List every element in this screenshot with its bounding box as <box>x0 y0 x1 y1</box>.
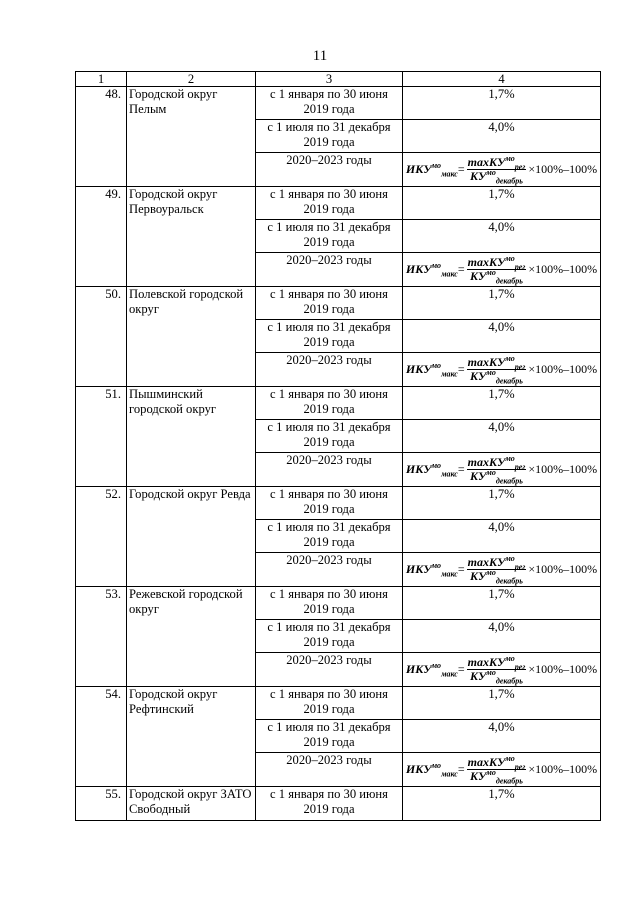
value-2: 4,0% <box>403 220 601 253</box>
period-2: с 1 июля по 31 декабря 2019 года <box>256 620 403 653</box>
page-number: 11 <box>312 48 328 64</box>
row-number: 55. <box>76 787 127 821</box>
period-2: с 1 июля по 31 декабря 2019 года <box>256 420 403 453</box>
table-row <box>76 387 601 420</box>
table-row <box>76 87 601 120</box>
value-2: 4,0% <box>403 720 601 753</box>
formula-cell <box>403 453 601 487</box>
value-2: 4,0% <box>403 620 601 653</box>
value-2: 4,0% <box>403 520 601 553</box>
period-3: 2020–2023 годы <box>256 353 403 387</box>
period-1: с 1 января по 30 июня 2019 года <box>256 487 403 520</box>
value-2: 4,0% <box>403 320 601 353</box>
row-number: 53. <box>76 587 127 687</box>
municipality-name: Полевской городской округ <box>127 287 256 387</box>
period-2: с 1 июля по 31 декабря 2019 года <box>256 120 403 153</box>
table-row <box>76 587 601 620</box>
period-1: с 1 января по 30 июня 2019 года <box>256 387 403 420</box>
municipality-name: Городской округ ЗАТО Свободный <box>127 787 256 821</box>
table-row <box>76 487 601 520</box>
municipality-name: Режевской городской округ <box>127 587 256 687</box>
period-2: с 1 июля по 31 декабря 2019 года <box>256 520 403 553</box>
table-row <box>76 687 601 720</box>
value-1: 1,7% <box>403 487 601 520</box>
header-col-2: 2 <box>127 72 256 87</box>
period-1: с 1 января по 30 июня 2019 года <box>256 687 403 720</box>
period-1: с 1 января по 30 июня 2019 года <box>256 87 403 120</box>
formula: $ИКУ^{мо}_{макс}$ = $\frac{\max KУ^{мо}_{рег}}{KУ^{мо}_{декабрь}}$ ×100%–100% <box>405 654 598 686</box>
period-2: с 1 июля по 31 декабря 2019 года <box>256 720 403 753</box>
period-3: 2020–2023 годы <box>256 653 403 687</box>
period-3: 2020–2023 годы <box>256 153 403 187</box>
row-number: 50. <box>76 287 127 387</box>
value-1: 1,7% <box>403 387 601 420</box>
formula-cell <box>403 353 601 387</box>
row-number: 52. <box>76 487 127 587</box>
municipality-name: Городской округ Пелым <box>127 87 256 187</box>
table-row <box>76 287 601 320</box>
value-1: 1,7% <box>403 287 601 320</box>
row-number: 48. <box>76 87 127 187</box>
formula: $ИКУ^{мо}_{макс}$ = $\frac{\max KУ^{мо}_{рег}}{KУ^{мо}_{декабрь}}$ ×100%–100% <box>405 454 598 486</box>
formula: $ИКУ^{мо}_{макс}$ = $\frac{\max KУ^{мо}_{рег}}{KУ^{мо}_{декабрь}}$ ×100%–100% <box>405 154 598 186</box>
period-3: 2020–2023 годы <box>256 453 403 487</box>
value-1: 1,7% <box>403 687 601 720</box>
period-1: с 1 января по 30 июня 2019 года <box>256 187 403 220</box>
period-2: с 1 июля по 31 декабря 2019 года <box>256 320 403 353</box>
header-col-4: 4 <box>403 72 601 87</box>
formula-cell <box>403 153 601 187</box>
row-number: 49. <box>76 187 127 287</box>
formula-cell <box>403 753 601 787</box>
period-1: с 1 января по 30 июня 2019 года <box>256 787 403 821</box>
table-row <box>76 187 601 220</box>
municipality-name: Городской округ Рефтинский <box>127 687 256 787</box>
value-1: 1,7% <box>403 787 601 821</box>
value-1: 1,7% <box>403 587 601 620</box>
row-number: 54. <box>76 687 127 787</box>
formula: $ИКУ^{мо}_{макс}$ = $\frac{\max KУ^{мо}_{рег}}{KУ^{мо}_{декабрь}}$ ×100%–100% <box>405 254 598 286</box>
row-number: 51. <box>76 387 127 487</box>
period-1: с 1 января по 30 июня 2019 года <box>256 287 403 320</box>
formula-cell <box>403 253 601 287</box>
value-2: 4,0% <box>403 120 601 153</box>
formula: $ИКУ^{мо}_{макс}$ = $\frac{\max KУ^{мо}_{рег}}{KУ^{мо}_{декабрь}}$ ×100%–100% <box>405 554 598 586</box>
period-3: 2020–2023 годы <box>256 253 403 287</box>
municipality-name: Городской округ Ревда <box>127 487 256 587</box>
value-2: 4,0% <box>403 420 601 453</box>
formula-cell <box>403 553 601 587</box>
municipality-name: Пышминский городской округ <box>127 387 256 487</box>
period-1: с 1 января по 30 июня 2019 года <box>256 587 403 620</box>
period-2: с 1 июля по 31 декабря 2019 года <box>256 220 403 253</box>
period-3: 2020–2023 годы <box>256 553 403 587</box>
table-row <box>76 787 601 821</box>
header-col-1: 1 <box>76 72 127 87</box>
value-1: 1,7% <box>403 87 601 120</box>
header-row <box>76 72 601 87</box>
value-1: 1,7% <box>403 187 601 220</box>
tariff-table <box>75 71 601 821</box>
municipality-name: Городской округ Первоуральск <box>127 187 256 287</box>
header-col-3: 3 <box>256 72 403 87</box>
period-3: 2020–2023 годы <box>256 753 403 787</box>
formula-cell <box>403 653 601 687</box>
formula: $ИКУ^{мо}_{макс}$ = $\frac{\max KУ^{мо}_{рег}}{KУ^{мо}_{декабрь}}$ ×100%–100% <box>405 354 598 386</box>
formula: $ИКУ^{мо}_{макс}$ = $\frac{\max KУ^{мо}_{рег}}{KУ^{мо}_{декабрь}}$ ×100%–100% <box>405 754 598 786</box>
